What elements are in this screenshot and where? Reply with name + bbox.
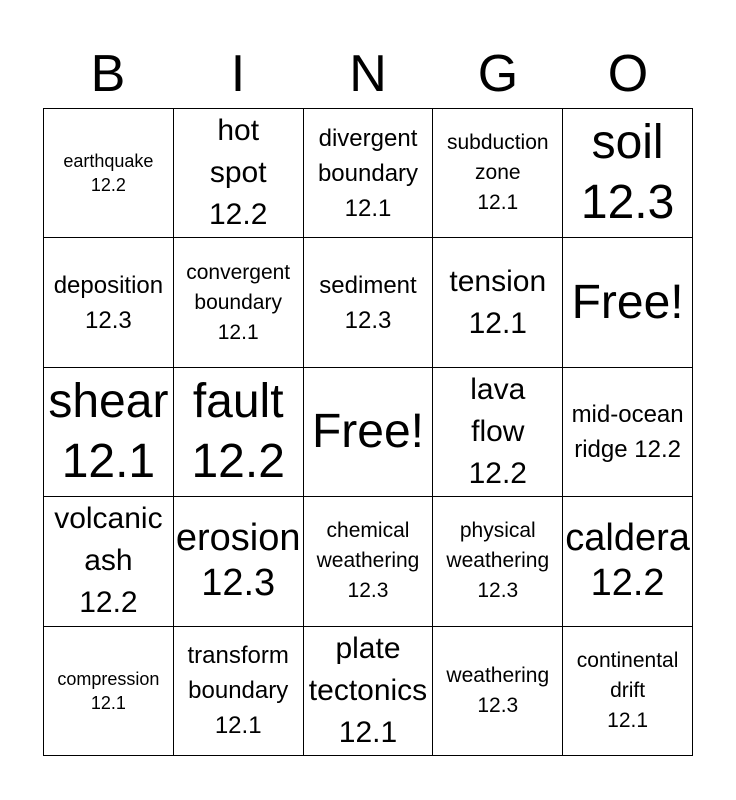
cell-text: tension 12.1 xyxy=(449,264,547,340)
cell-text: convergent boundary 12.1 xyxy=(186,260,291,344)
cell-text: deposition 12.3 xyxy=(53,271,164,334)
bingo-cell[interactable] xyxy=(44,238,174,367)
cell-text: continental drift 12.1 xyxy=(576,648,679,732)
bingo-cell[interactable] xyxy=(433,497,563,626)
bingo-cell[interactable] xyxy=(433,238,563,367)
cell-text: fault 12.2 xyxy=(191,374,285,488)
cell-text: sediment 12.3 xyxy=(319,271,417,334)
bingo-cell[interactable] xyxy=(563,368,693,497)
free-space-cell[interactable] xyxy=(304,368,434,497)
bingo-cell[interactable] xyxy=(44,497,174,626)
bingo-cell[interactable] xyxy=(563,109,693,238)
cell-text: divergent boundary 12.1 xyxy=(317,124,419,222)
bingo-cell[interactable] xyxy=(44,109,174,238)
bingo-cell[interactable] xyxy=(304,109,434,238)
cell-text: soil 12.3 xyxy=(580,116,675,230)
bingo-cell[interactable] xyxy=(44,627,174,756)
cell-text: volcanic ash 12.2 xyxy=(54,502,163,620)
bingo-cell[interactable] xyxy=(563,627,693,756)
bingo-cell[interactable] xyxy=(563,497,693,626)
header-letter-b: B xyxy=(90,45,126,103)
bingo-cell[interactable] xyxy=(174,627,304,756)
bingo-cell[interactable] xyxy=(304,238,434,367)
bingo-cell[interactable] xyxy=(44,368,174,497)
cell-text: weathering 12.3 xyxy=(446,663,550,717)
bingo-cell[interactable] xyxy=(433,627,563,756)
bingo-board xyxy=(43,108,693,756)
bingo-cell[interactable] xyxy=(174,497,304,626)
cell-text: caldera 12.2 xyxy=(565,517,690,605)
header-letter-g: G xyxy=(477,45,519,103)
header-letter-i: I xyxy=(230,45,246,103)
bingo-cell[interactable] xyxy=(433,109,563,238)
cell-text: physical weathering 12.3 xyxy=(446,519,550,603)
cell-text: subduction zone 12.1 xyxy=(447,131,549,215)
cell-text: hot spot 12.2 xyxy=(209,114,268,232)
cell-text: erosion 12.3 xyxy=(175,517,301,605)
bingo-cell[interactable] xyxy=(433,368,563,497)
free-space-cell[interactable] xyxy=(563,238,693,367)
cell-text: chemical weathering 12.3 xyxy=(316,519,420,603)
bingo-cell[interactable] xyxy=(304,627,434,756)
bingo-header xyxy=(43,40,693,108)
bingo-cell[interactable] xyxy=(174,368,304,497)
cell-text: earthquake 12.2 xyxy=(63,151,154,196)
cell-text: transform boundary 12.1 xyxy=(187,642,289,740)
free-space-text: Free! xyxy=(311,404,424,458)
free-space-text: Free! xyxy=(571,275,684,329)
cell-text: shear 12.1 xyxy=(48,374,169,488)
bingo-cell[interactable] xyxy=(174,109,304,238)
bingo-cell[interactable] xyxy=(304,497,434,626)
cell-text: compression 12.1 xyxy=(57,668,160,713)
cell-text: mid-ocean ridge 12.2 xyxy=(571,400,684,463)
cell-text: lava flow 12.2 xyxy=(468,372,527,490)
bingo-cell[interactable] xyxy=(174,238,304,367)
cell-text: plate tectonics 12.1 xyxy=(308,631,428,749)
header-letter-n: N xyxy=(349,45,387,103)
header-letter-o: O xyxy=(607,45,649,103)
